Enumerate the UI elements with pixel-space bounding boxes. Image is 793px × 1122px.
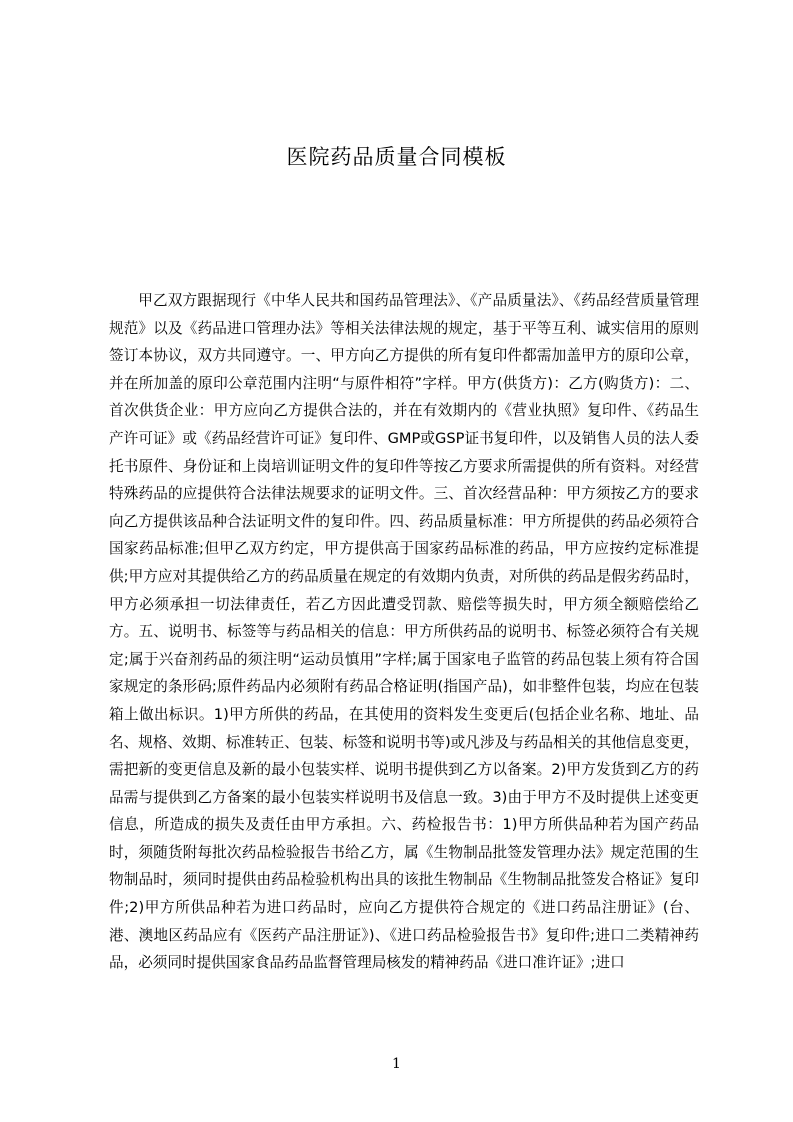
document-title: 医院药品质量合同模板	[286, 145, 507, 169]
page-number: 1	[392, 1056, 401, 1072]
document-body-paragraph: 甲乙双方跟据现行《中华人民共和国药品管理法》、《产品质量法》、《药品经营质量管理规范》以及《药品进口管理办法》等相关法律法规的规定，基于平等互利、诚实信用的原则签订本协议，双方共同遵守。一、甲方向乙方提供的所有复印件都需加盖甲方的原印公章，并在所加盖的原印公章范围内注明“与原件相符”字样。甲方(供货方)：乙方(购货方)：二、首次供货企业：甲方应向乙方提供合法的，并在有效期内的《营业执照》复印件、《药品生产许可证》或《药品经营许可证》复印件、GMP或GSP证书复印件，以及销售人员的法人委托书原件、身份证和上岗培训证明文件的复印件等按乙方要求所需提供的所有资料。对经营特殊药品的应提供符合法律法规要求的证明文件。三、首次经营品种：甲方须按乙方的要求向乙方提供该品种合法证明文件的复印件。四、药品质量标准：甲方所提供的药品必须符合国家药品标准;但甲乙双方约定，甲方提供高于国家药品标准的药品，甲方应按约定标准提供;甲方应对其提供给乙方的药品质量在规定的有效期内负责，对所供的药品是假劣药品时，甲方必须承担一切法律责任，若乙方因此遭受罚款、赔偿等损失时，甲方须全额赔偿给乙方。五、说明书、标签等与药品相关的信息：甲方所供药品的说明书、标签必须符合有关规定;属于兴奋剂药品的须注明“运动员慎用”字样;属于国家电子监管的药品包装上须有符合国家规定的条形码;原件药品内必须附有药品合格证明(指国产品)，如非整件包装，均应在包装箱上做出标识。1)甲方所供的药品，在其使用的资料发生变更后(包括企业名称、地址、品名、规格、效期、标准转正、包装、标签和说明书等)或凡涉及与药品相关的其他信息变更，需把新的变更信息及新的最小包装实样、说明书提供到乙方以备案。2)甲方发货到乙方的药品需与提供到乙方备案的最小包装实样说明书及信息一致。3)由于甲方不及时提供上述变更信息，所造成的损失及责任由甲方承担。六、药检报告书：1)甲方所供品种若为国产药品时，须随货附每批次药品检验报告书给乙方，属《生物制品批签发管理办法》规定范围的生物制品时，须同时提供由药品检验机构出具的该批生物制品《生物制品批签发合格证》复印件;2)甲方所供品种若为进口药品时，应向乙方提供符合规定的《进口药品注册证》(台、港、澳地区药品应有《医药产品注册证》)、《进口药品检验报告书》复印件;进口二类精神药品，必须同时提供国家食品药品监督管理局核发的精神药品《进口准许证》;进口	[109, 292, 699, 972]
